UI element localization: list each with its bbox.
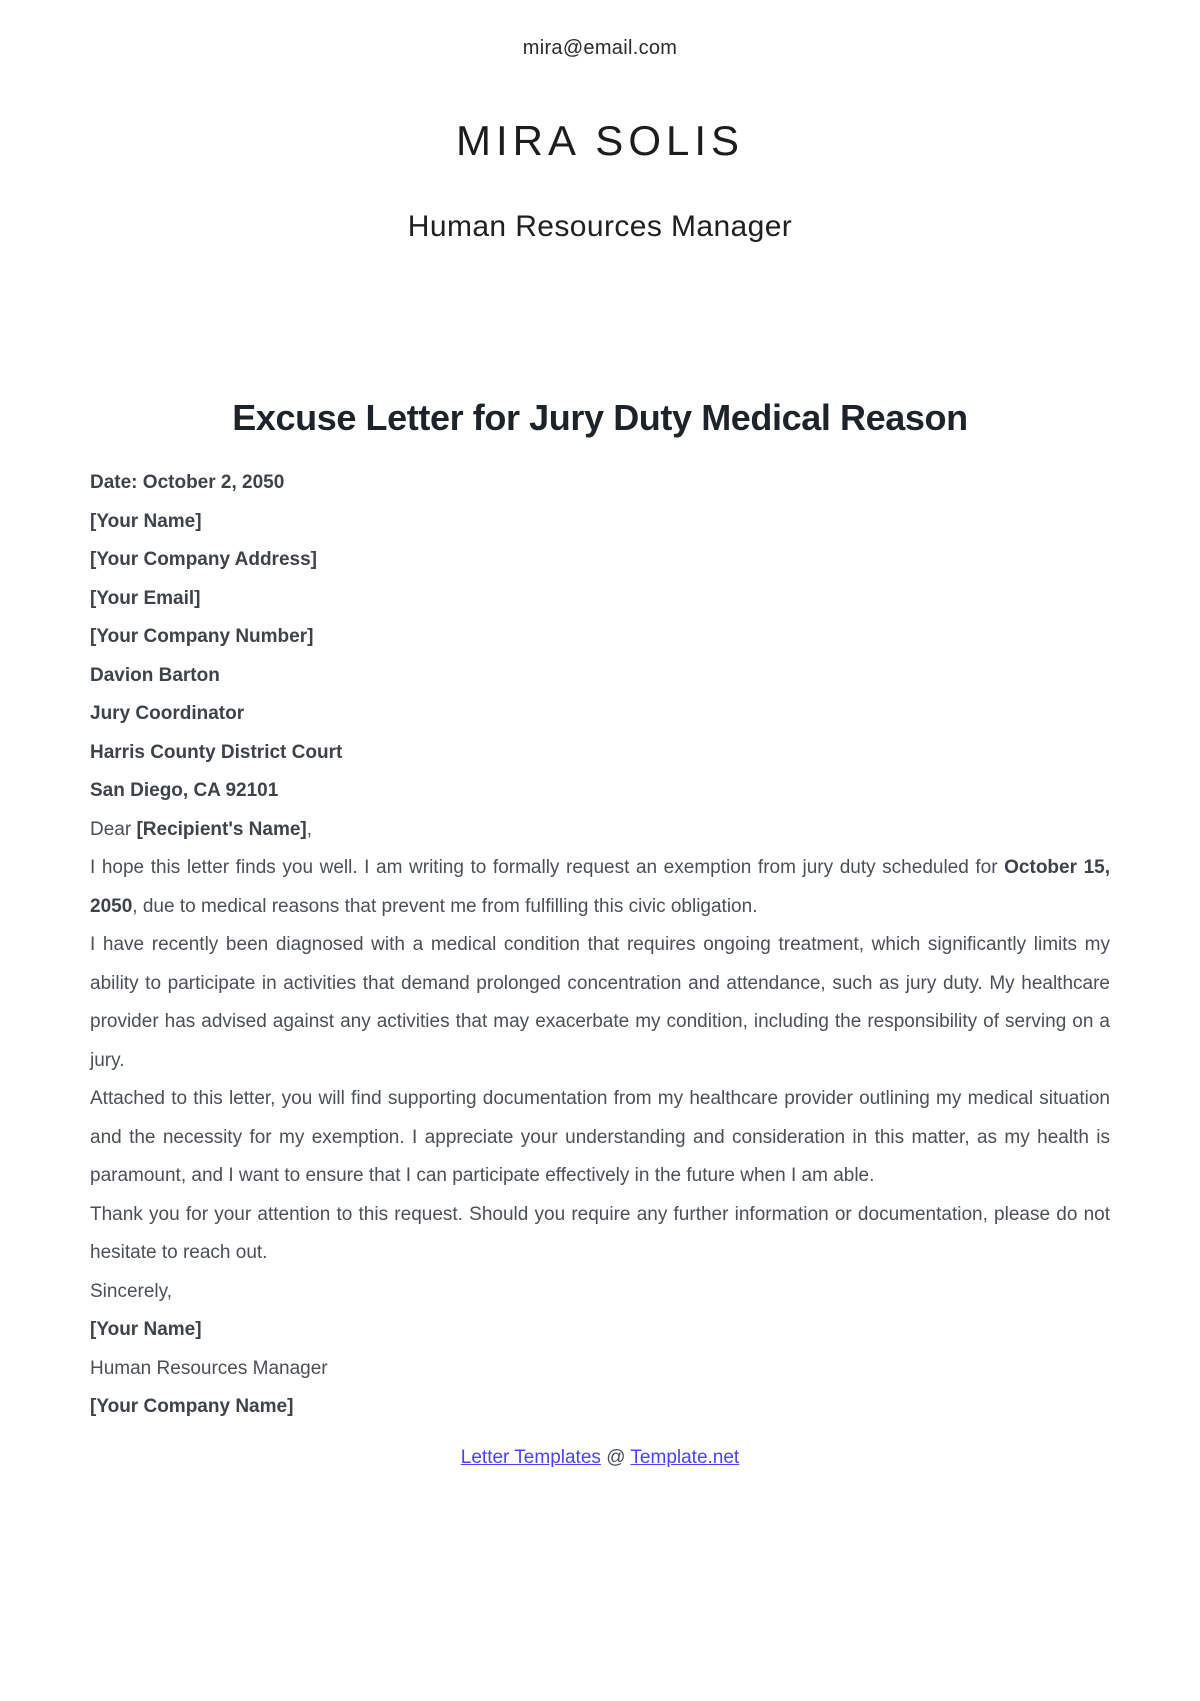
salutation-prefix: Dear <box>90 818 137 840</box>
info-line-recipient-name: Davion Barton <box>90 664 220 686</box>
salutation-recipient-placeholder: [Recipient's Name] <box>136 818 307 840</box>
paragraph-documentation: Attached to this letter, you will find supporting documentation from my healthcare provider outlining my medical situation and the necessity for my exemption. I appreciate your understanding and consideration in this matter, as my health is paramount, and I want to ensure that I can participate effectively in the future when I am able. <box>90 1088 1110 1186</box>
footer-attribution <box>90 1445 1110 1471</box>
info-line-company-number: [Your Company Number] <box>90 626 314 647</box>
jury-duty-date: October 15, 2050 <box>90 857 1110 917</box>
signature-company-placeholder: [Your Company Name] <box>90 1396 294 1417</box>
info-line-city-state-zip: San Diego, CA 92101 <box>90 780 279 801</box>
header-author-name: MIRA SOLIS <box>455 117 745 164</box>
info-line-recipient-title: Jury Coordinator <box>90 703 245 724</box>
info-line-court: Harris County District Court <box>90 741 343 763</box>
info-line-company-address: [Your Company Address] <box>90 549 317 570</box>
header-email: mira@email.com <box>522 37 678 59</box>
footer-at-sign: @ <box>606 1446 626 1468</box>
salutation-line <box>90 811 1110 850</box>
paragraph-request <box>90 849 1110 926</box>
letter-templates-link[interactable]: Letter Templates <box>460 1446 601 1468</box>
header-author-role: Human Resources Manager <box>407 210 793 243</box>
closing-line: Sincerely, <box>90 1280 173 1302</box>
paragraph-medical-condition: I have recently been diagnosed with a medical condition that requires ongoing treatment, which significantly limits my ability to participate in activities that demand prolonged concentration and attendance, such as jury duty. My healthcare provider has advised against any activities that may exacerbate my condition, including the responsibility of serving on a jury. <box>90 934 1110 1071</box>
template-net-link[interactable]: Template.net <box>630 1446 740 1468</box>
signature-name-placeholder: [Your Name] <box>90 1319 202 1340</box>
info-line-your-email: [Your Email] <box>90 587 201 609</box>
info-line-your-name: [Your Name] <box>90 510 202 532</box>
paragraph-thank-you: Thank you for your attention to this request. Should you require any further information or documentation, please do not hesitate to reach out. <box>90 1203 1110 1263</box>
paragraph-request-text: I hope this letter finds you well. I am writing to formally request an exemption from jury duty scheduled for <box>90 857 1005 878</box>
signature-role: Human Resources Manager <box>90 1357 328 1379</box>
salutation-suffix: , <box>306 818 313 840</box>
info-line-date: Date: October 2, 2050 <box>90 472 285 493</box>
letter-body <box>90 464 1110 1427</box>
letter-title: Excuse Letter for Jury Duty Medical Reason <box>232 397 968 438</box>
document-header <box>90 0 1110 246</box>
paragraph-request-text-end: , due to medical reasons that prevent me from fulfilling this civic obligation. <box>132 895 758 917</box>
